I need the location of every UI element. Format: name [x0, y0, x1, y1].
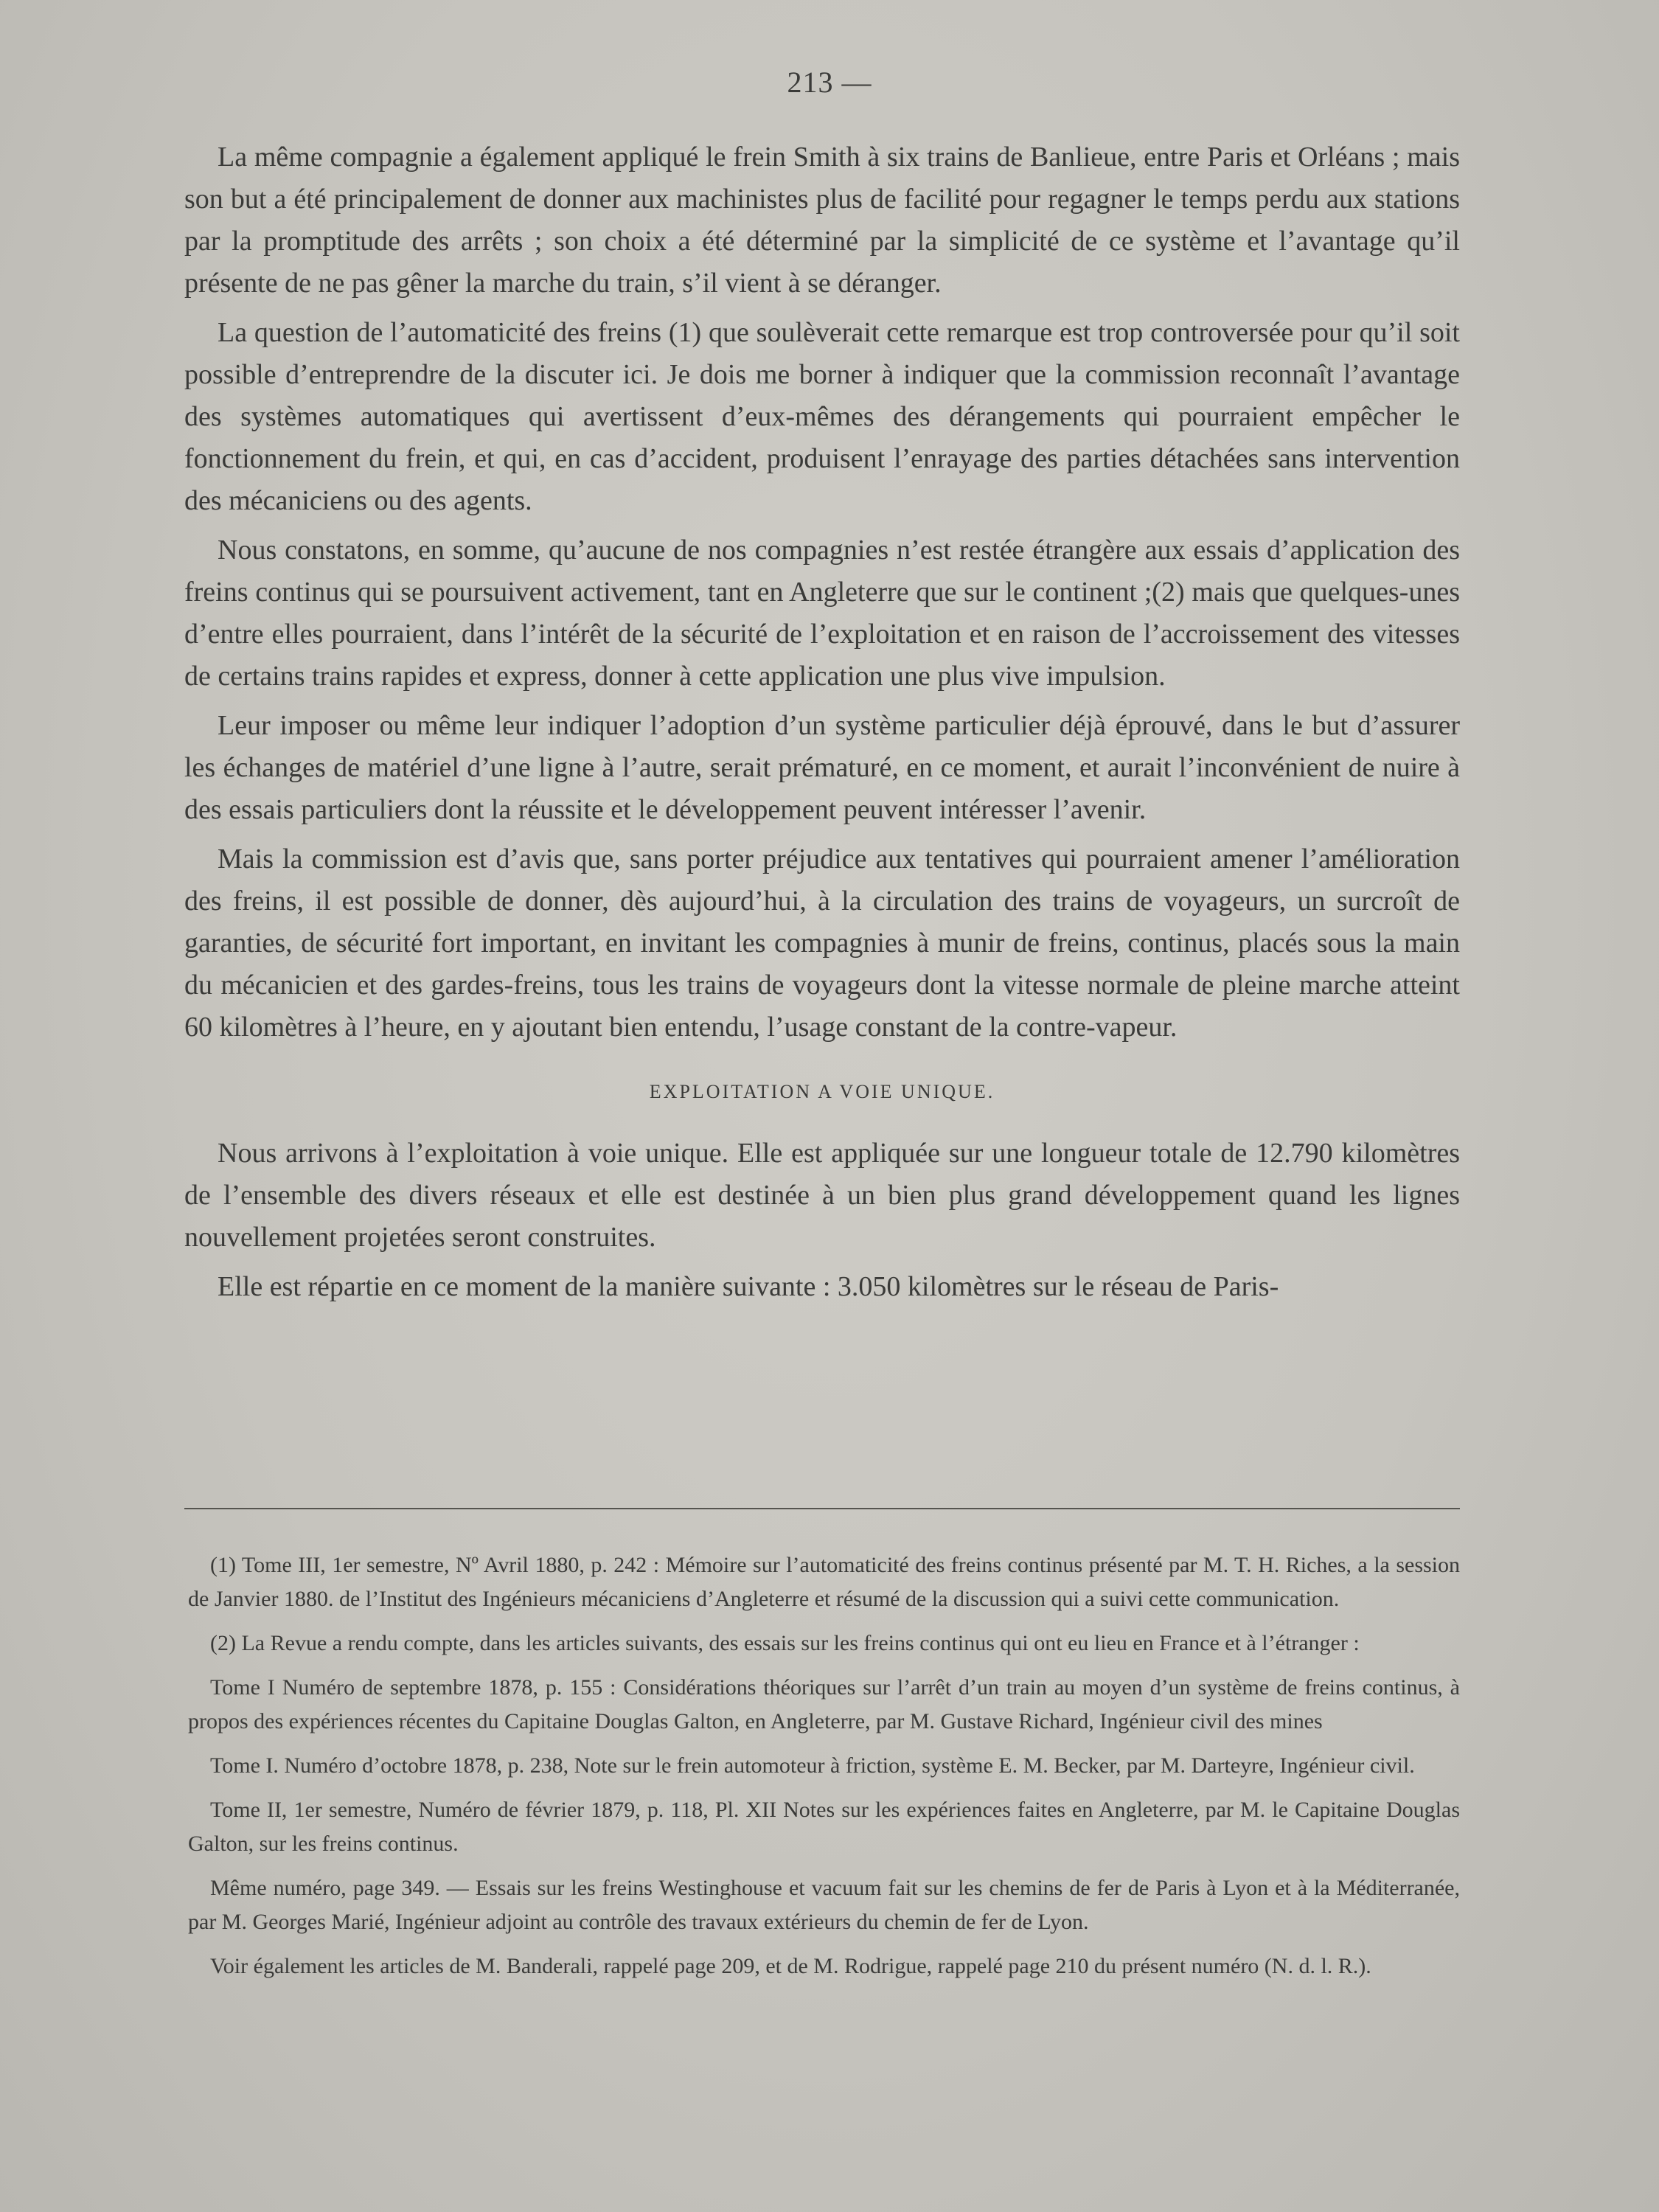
paragraph-single-track: Nous arrivons à l’exploitation à voie unique. Elle est appliquée sur une longueur totale de 12.790 kilomètres de l’ensemble des divers réseaux et elle est destinée à un bien plus grand développement quand les lignes nouvellement projetées seront construites.	[184, 1138, 1460, 1253]
footnote-divider	[184, 1508, 1460, 1509]
page-number: 213 —	[787, 66, 872, 99]
footnote-ref-tome2-feb: Tome II, 1er semestre, Numéro de février 1879, p. 118, Pl. XII Notes sur les expériences faites en Angleterre, par M. le Capitaine Douglas Galton, sur les freins continus.	[188, 1798, 1460, 1856]
section-heading: EXPLOITATION A VOIE UNIQUE.	[649, 1081, 995, 1102]
paragraph-commission-opinion: Mais la commission est d’avis que, sans porter préjudice aux tentatives qui pourraient amener l’amélioration des freins, il est possible de donner, dès aujourd’hui, à la circulation des trains de voyageurs, un surcroît de garanties, de sécurité fort important, en invitant les compagnies à munir de freins, continus, placés sous la main du mécanicien et des gardes-freins, tous les trains de voyageurs dont la vitesse normale de pleine marche atteint 60 kilomètres à l’heure, en y ajoutant bien entendu, l’usage constant de la contre-vapeur.	[184, 844, 1460, 1043]
footnote-ref-tome1-oct: Tome I. Numéro d’octobre 1878, p. 238, Note sur le frein automoteur à friction, système E. M. Becker, par M. Darteyre, Ingénieur civil.	[210, 1753, 1415, 1778]
footnote-1: (1) Tome III, 1er semestre, Nº Avril 1880, p. 242 : Mémoire sur l’automaticité des freins continus présenté par M. T. H. Riches, a la session de Janvier 1880. de l’Institut des Ingénieurs mécaniciens d’Angleterre et résumé de la discussion qui a suivi cette communication.	[188, 1553, 1460, 1611]
footnote-2: (2) La Revue a rendu compte, dans les articles suivants, des essais sur les freins continus qui ont eu lieu en France et à l’étranger :	[210, 1631, 1360, 1655]
footnotes	[188, 1548, 1460, 1994]
footnote-ref-voir-egalement: Voir également les articles de M. Banderali, rappelé page 209, et de M. Rodrigue, rappelé page 210 du présent numéro (N. d. l. R.).	[210, 1954, 1371, 1978]
footnote-ref-meme-numero: Même numéro, page 349. — Essais sur les freins Westinghouse et vacuum fait sur les chemins de fer de Paris à Lyon et à la Méditerranée, par M. Georges Marié, Ingénieur adjoint au contrôle des travaux extérieurs du chemin de fer de Lyon.	[188, 1876, 1460, 1934]
paragraph-distribution: Elle est répartie en ce moment de la manière suivante : 3.050 kilomètres sur le réseau de Paris-	[218, 1271, 1279, 1302]
footnote-ref-tome1-sept: Tome I Numéro de septembre 1878, p. 155 : Considérations théoriques sur l’arrêt d’un train au moyen d’un système de freins continus, à propos des expériences récentes du Capitaine Douglas Galton, en Angleterre, par M. Gustave Richard, Ingénieur civil des mines	[188, 1675, 1460, 1733]
paragraph-trials: Nous constatons, en somme, qu’aucune de nos compagnies n’est restée étrangère aux essais d’application des freins continus qui se poursuivent activement, tant en Angleterre que sur le continent ;(2) mais que quelques-unes d’entre elles pourraient, dans l’intérêt de la sécurité de l’exploitation et en raison de l’accroissement des vitesses de certains trains rapides et express, donner à cette application une plus vive impulsion.	[184, 535, 1460, 692]
paragraph-smith-brake: La même compagnie a également appliqué le frein Smith à six trains de Banlieue, entre Paris et Orléans ; mais son but a été principalement de donner aux machinistes plus de facilité pour regagner le temps perdu aux stations par la promptitude des arrêts ; son choix a été déterminé par la simplicité de ce système et l’avantage qu’il présente de ne pas gêner la marche du train, s’il vient à se déranger.	[184, 142, 1460, 299]
body-text	[184, 136, 1460, 1315]
paragraph-automaticity: La question de l’automaticité des freins (1) que soulèverait cette remarque est trop controversée pour qu’il soit possible d’entreprendre de la discuter ici. Je dois me borner à indiquer que la commission reconnaît l’avantage des systèmes automatiques qui avertissent d’eux-mêmes des dérangements qui pourraient empêcher le fonctionnement du frein, et qui, en cas d’accident, produisent l’enrayage des parties détachées sans intervention des mécaniciens ou des agents.	[184, 317, 1460, 516]
paragraph-adoption: Leur imposer ou même leur indiquer l’adoption d’un système particulier déjà éprouvé, dans le but d’assurer les échanges de matériel d’une ligne à l’autre, serait prématuré, en ce moment, et aurait l’inconvénient de nuire à des essais particuliers dont la réussite et le développement peuvent intéresser l’avenir.	[184, 710, 1460, 825]
